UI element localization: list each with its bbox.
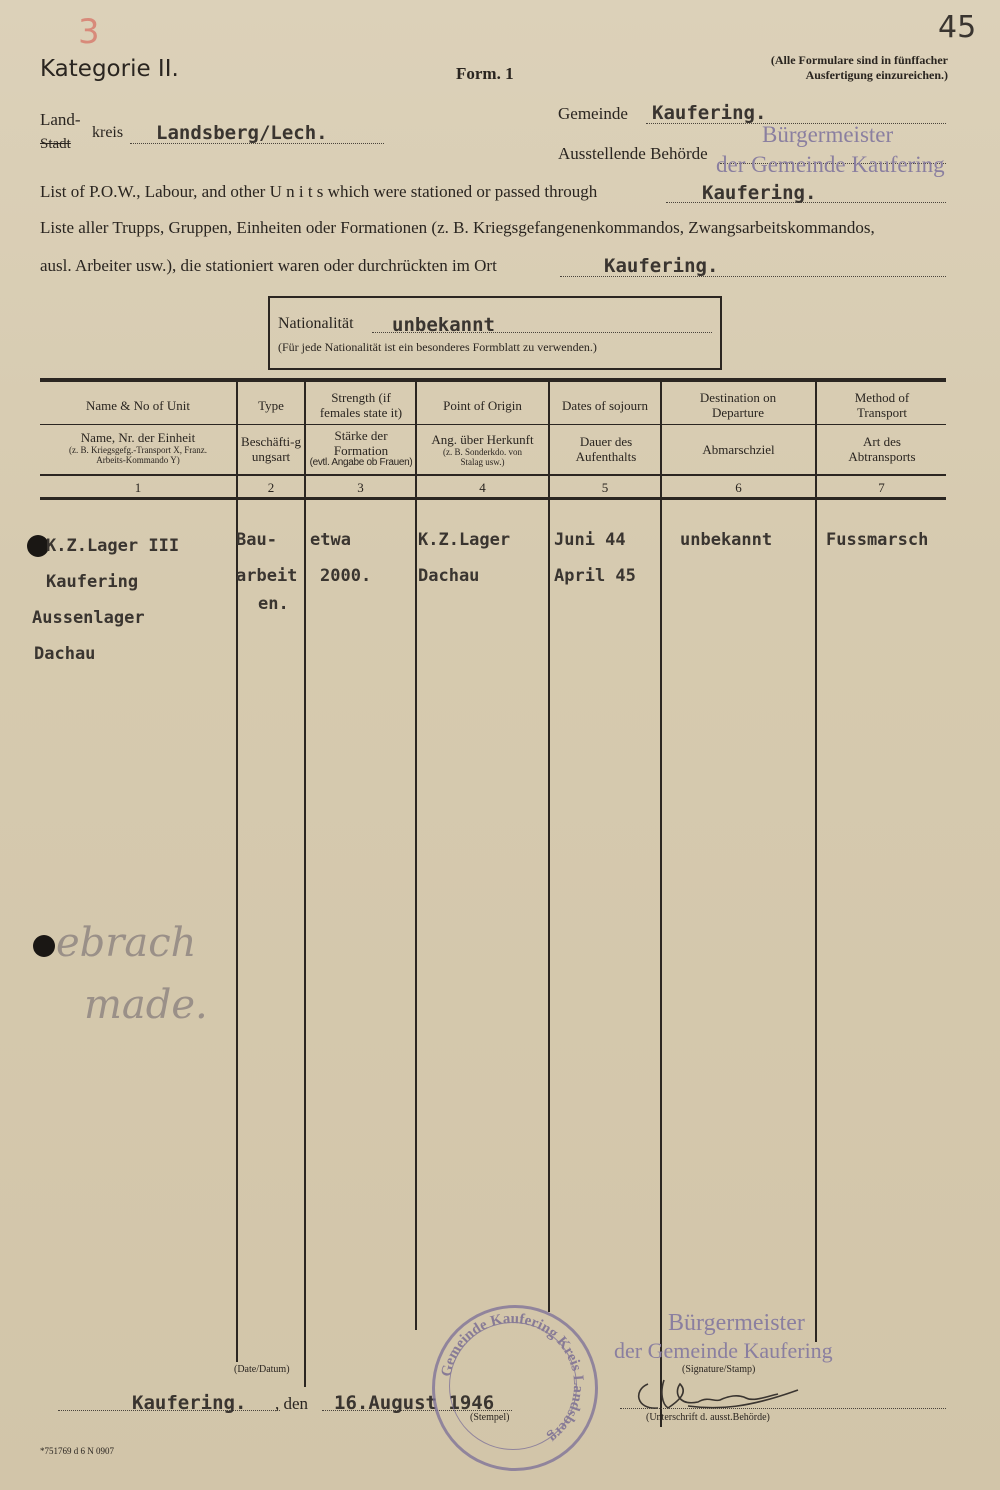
entry-dates bbox=[554, 522, 636, 594]
table-number-divider bbox=[40, 474, 946, 476]
stempel-label: (Stempel) bbox=[470, 1412, 510, 1423]
intro-english-value: Kaufering. bbox=[702, 182, 817, 204]
submission-note-1: (Alle Formulare sind in fünffacher bbox=[770, 53, 948, 67]
pencil-note-2: made. bbox=[84, 982, 208, 1028]
land-label: Land- bbox=[40, 110, 81, 129]
col7-number: 7 bbox=[878, 480, 885, 495]
col2-number: 2 bbox=[267, 480, 275, 495]
date-value: 16.August 1946 bbox=[334, 1392, 495, 1414]
entry-strength bbox=[310, 522, 371, 594]
behoerde-stamp-line1: Bürgermeister bbox=[762, 122, 894, 147]
col3-header-de-small: (evtl. Angabe ob Frauen) bbox=[309, 457, 413, 468]
col1-number: 1 bbox=[134, 480, 142, 495]
col1-header-en: Name & No of Unit bbox=[86, 398, 190, 413]
date-label: (Date/Datum) bbox=[234, 1364, 290, 1375]
signature-stamp-line1: Bürgermeister bbox=[668, 1310, 805, 1336]
entry-type-line: en. bbox=[258, 594, 289, 614]
pencil-note-1: ebrach bbox=[56, 920, 197, 966]
column-rule-6 bbox=[815, 382, 817, 1342]
table-header-divider bbox=[40, 424, 946, 425]
col4-header-de-small: (z. B. Sonderkdo. von Stalag usw.) bbox=[443, 447, 522, 467]
intro-german-2: ausl. Arbeiter usw.), die stationiert waren oder durchrückten im Ort bbox=[40, 256, 497, 275]
col4-number: 4 bbox=[479, 480, 486, 495]
col3-header-de-text: Stärke der Formation bbox=[333, 428, 389, 458]
entry-unit-line: Aussenlager bbox=[32, 608, 145, 628]
table-top-rule bbox=[40, 378, 946, 382]
entry-origin-line: K.Z.Lager bbox=[418, 530, 511, 550]
entry-origin-line: Dachau bbox=[418, 566, 480, 586]
col4-header-de-text: Ang. über Herkunft bbox=[431, 432, 534, 447]
official-seal bbox=[432, 1305, 598, 1471]
col4-header-de bbox=[417, 432, 548, 467]
col6-header-de: Abmarschziel bbox=[702, 442, 775, 457]
entry-type bbox=[236, 522, 306, 614]
col5-header-de: Dauer des Aufenthalts bbox=[575, 434, 637, 464]
signature-label: (Unterschrift d. ausst.Behörde) bbox=[646, 1412, 770, 1423]
entry-destination: unbekannt bbox=[680, 530, 773, 550]
col2-header-de: Beschäfti-gungsart bbox=[241, 434, 301, 464]
entry-strength-line: 2000. bbox=[320, 566, 372, 586]
col3-header-de bbox=[306, 428, 416, 468]
col4-header-en: Point of Origin bbox=[443, 398, 522, 413]
col1-header-de-text: Name, Nr. der Einheit bbox=[80, 430, 196, 445]
col3-header-en: Strength (if females state it) bbox=[319, 390, 403, 420]
nationality-box bbox=[268, 296, 722, 370]
category-title: Kategorie II. bbox=[40, 56, 179, 82]
gemeinde-label: Gemeinde bbox=[558, 104, 628, 123]
entry-type-line: Bau- bbox=[236, 530, 277, 550]
page-number: 45 bbox=[938, 10, 977, 45]
entry-unit-line: K.Z.Lager III bbox=[46, 536, 180, 556]
column-rule-5 bbox=[660, 382, 662, 1427]
hole-punch-bottom bbox=[33, 935, 55, 957]
col5-header-en: Dates of sojourn bbox=[562, 398, 648, 413]
col6-number: 6 bbox=[735, 480, 742, 495]
kreis-value: Landsberg/Lech. bbox=[156, 122, 328, 144]
entry-origin bbox=[418, 522, 510, 594]
entry-unit bbox=[32, 528, 180, 672]
form-label: Form. 1 bbox=[456, 64, 514, 83]
col2-header-en: Type bbox=[258, 398, 284, 413]
signature-stamp-label: (Signature/Stamp) bbox=[682, 1364, 756, 1375]
entry-dates-line: Juni 44 bbox=[554, 530, 626, 550]
intro-german-value: Kaufering. bbox=[604, 255, 719, 277]
entry-strength-line: etwa bbox=[310, 530, 351, 550]
col6-header-en: Destination on Departure bbox=[699, 390, 777, 420]
column-rule-3 bbox=[415, 382, 417, 1330]
gemeinde-value: Kaufering. bbox=[652, 102, 767, 124]
entry-unit-line: Dachau bbox=[34, 644, 96, 664]
svg-text:Gemeinde Kaufering Kreis Lands bbox=[439, 1311, 587, 1446]
behoerde-label: Ausstellende Behörde bbox=[558, 144, 708, 163]
entry-type-line: arbeit bbox=[236, 566, 298, 586]
col7-header-en: Method of Transport bbox=[854, 390, 910, 420]
den-label: , den bbox=[275, 1394, 309, 1413]
entry-transport: Fussmarsch bbox=[826, 530, 929, 550]
seal-text: Gemeinde Kaufering Kreis Landsberg bbox=[438, 1310, 587, 1446]
kreis-label: kreis bbox=[92, 124, 124, 141]
submission-note-2: Ausfertigung einzureichen.) bbox=[805, 68, 948, 82]
signature-field bbox=[620, 1396, 946, 1409]
corner-mark: 3 bbox=[78, 12, 100, 52]
intro-german-1: Liste aller Trupps, Gruppen, Einheiten oder Formationen (z. B. Kriegsgefangenenkommandos, Zwangsarbeitskommandos, bbox=[40, 218, 875, 237]
col1-header-de bbox=[44, 430, 232, 465]
stadt-label: Stadt bbox=[40, 136, 71, 152]
entry-unit-line: Kaufering bbox=[46, 572, 139, 592]
signature-stamp-line2: der Gemeinde Kaufering bbox=[614, 1338, 833, 1363]
nationality-note: (Für jede Nationalität ist ein besonderes Formblatt zu verwenden.) bbox=[278, 340, 597, 354]
col1-header-de-small: (z. B. Kriegsgefg.-Transport X, Franz. Arbeits-Kommando Y) bbox=[69, 445, 207, 465]
table-body-rule bbox=[40, 497, 946, 500]
print-code: *751769 d 6 N 0907 bbox=[40, 1446, 114, 1456]
intro-english: List of P.O.W., Labour, and other U n i t s which were stationed or passed through bbox=[40, 182, 598, 201]
behoerde-stamp-line2: der Gemeinde Kaufering bbox=[716, 152, 945, 177]
col3-number: 3 bbox=[357, 480, 364, 495]
nationality-label: Nationalität bbox=[278, 315, 354, 332]
col5-number: 5 bbox=[601, 480, 609, 495]
column-rule-4 bbox=[548, 382, 550, 1312]
place-value: Kaufering. bbox=[132, 1392, 247, 1414]
col7-header-de: Art des Abtransports bbox=[848, 434, 916, 464]
entry-dates-line: April 45 bbox=[554, 566, 636, 586]
nationality-value: unbekannt bbox=[392, 314, 495, 336]
